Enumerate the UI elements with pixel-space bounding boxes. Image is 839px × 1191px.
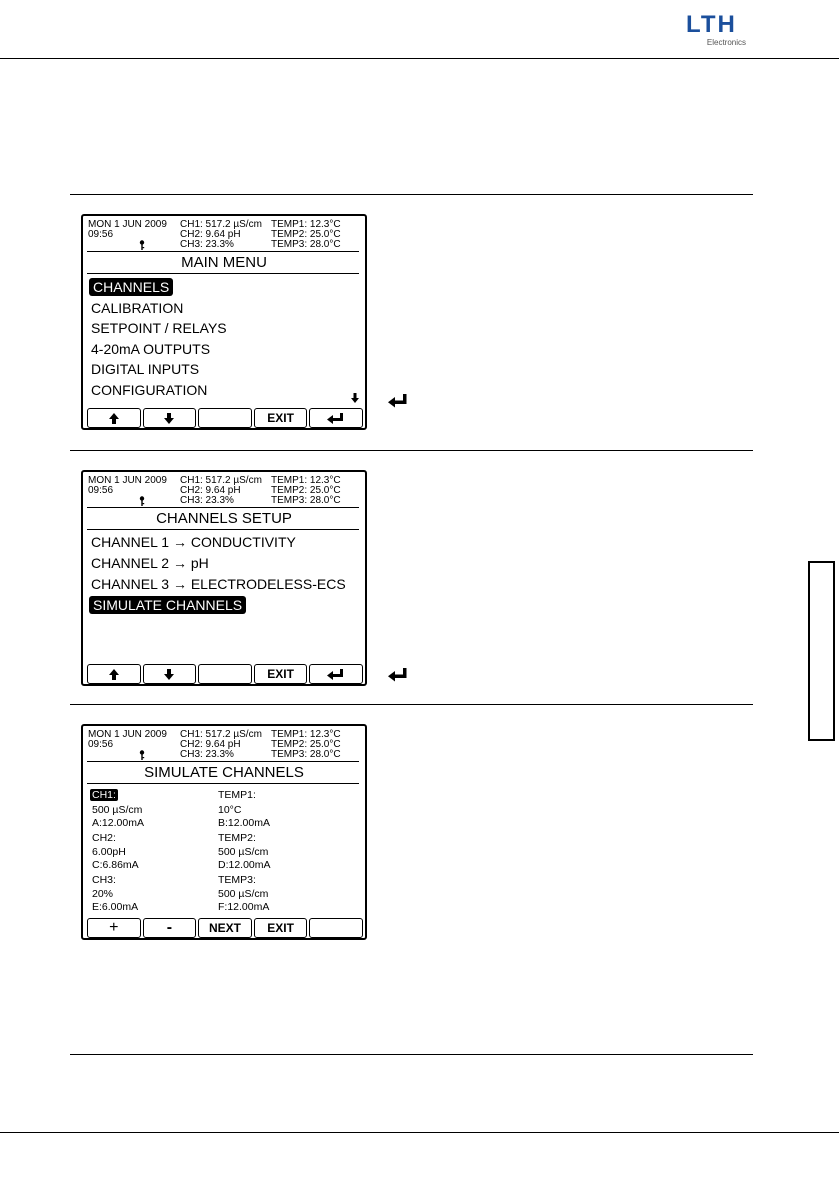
ch3-output: E:6.00mA <box>92 901 139 913</box>
menu-item-digital-inputs[interactable]: DIGITAL INPUTS <box>91 361 200 377</box>
enter-key[interactable] <box>309 664 363 684</box>
channels-setup-screen <box>81 470 367 686</box>
ch3-value: 20% <box>92 888 114 900</box>
menu-item-channel-3[interactable]: CHANNEL 3 → ELECTRODELESS-ECS <box>91 576 346 592</box>
down-arrow-key[interactable] <box>143 664 197 684</box>
down-arrow-key[interactable] <box>143 408 197 428</box>
blank-key[interactable] <box>198 408 252 428</box>
status-temp2: TEMP2: 25.0°C <box>271 739 341 750</box>
up-arrow-key[interactable] <box>87 408 141 428</box>
status-time: 09:56 <box>88 229 114 240</box>
section-rule-bottom <box>70 1054 753 1055</box>
status-ch2: CH2: 9.64 pH <box>180 739 241 750</box>
status-temp3: TEMP3: 28.0°C <box>271 239 341 250</box>
enter-instruction-icon <box>388 668 408 687</box>
status-temp1: TEMP1: 12.3°C <box>271 729 341 740</box>
down-arrow-icon <box>164 413 174 424</box>
screen-title: MAIN MENU <box>181 254 267 271</box>
ch3-label[interactable]: CH3: <box>92 874 116 886</box>
next-key[interactable]: NEXT <box>198 918 252 938</box>
title-rule-bottom <box>87 529 359 530</box>
temp2-output: D:12.00mA <box>218 859 271 871</box>
footer-rule <box>0 1132 839 1133</box>
enter-instruction-icon <box>388 394 408 413</box>
temp2-value: 500 µS/cm <box>218 846 269 858</box>
lth-logo <box>686 11 750 47</box>
simulate-channels-screen <box>81 724 367 940</box>
status-ch3: CH3: 23.3% <box>180 239 234 250</box>
status-date: MON 1 JUN 2009 <box>88 475 167 486</box>
up-arrow-key[interactable] <box>87 664 141 684</box>
status-ch3: CH3: 23.3% <box>180 495 234 506</box>
scroll-down-indicator-icon <box>351 390 359 408</box>
title-rule-bottom <box>87 273 359 274</box>
soft-key-bar <box>87 664 363 684</box>
blank-key[interactable] <box>198 664 252 684</box>
up-arrow-icon <box>109 669 119 680</box>
screen-title: SIMULATE CHANNELS <box>144 764 304 781</box>
status-ch1: CH1: 517.2 µS/cm <box>180 219 262 230</box>
menu-item-setpoint-relays[interactable]: SETPOINT / RELAYS <box>91 320 227 336</box>
section-rule-2 <box>70 704 753 705</box>
temp3-label[interactable]: TEMP3: <box>218 874 256 886</box>
temp1-label[interactable]: TEMP1: <box>218 789 256 801</box>
screen-title: CHANNELS SETUP <box>156 510 292 527</box>
section-rule-1 <box>70 450 753 451</box>
exit-key[interactable]: EXIT <box>254 408 308 428</box>
down-arrow-icon <box>164 669 174 680</box>
status-temp1: TEMP1: 12.3°C <box>271 475 341 486</box>
status-ch1: CH1: 517.2 µS/cm <box>180 729 262 740</box>
menu-item-calibration[interactable]: CALIBRATION <box>91 300 184 316</box>
soft-key-bar <box>87 408 363 428</box>
temp1-value: 10°C <box>218 804 242 816</box>
up-arrow-icon <box>109 413 119 424</box>
soft-key-bar <box>87 918 363 938</box>
enter-icon <box>327 669 345 680</box>
ch1-label[interactable]: CH1: <box>92 789 116 801</box>
ch2-label[interactable]: CH2: <box>92 832 116 844</box>
logo-main-text: LTH <box>686 11 737 38</box>
status-ch3: CH3: 23.3% <box>180 749 234 760</box>
menu-item-channel-1[interactable]: CHANNEL 1 → CONDUCTIVITY <box>91 534 296 550</box>
menu-item-channels[interactable]: CHANNELS <box>89 278 173 296</box>
title-rule-top <box>87 761 359 762</box>
exit-key[interactable]: EXIT <box>254 664 308 684</box>
header-rule <box>0 58 839 59</box>
title-rule-top <box>87 251 359 252</box>
main-menu-screen <box>81 214 367 430</box>
menu-item-simulate-channels[interactable]: SIMULATE CHANNELS <box>89 596 246 614</box>
status-temp1: TEMP1: 12.3°C <box>271 219 341 230</box>
plus-key[interactable]: + <box>87 918 141 938</box>
title-rule-bottom <box>87 783 359 784</box>
ch1-output: A:12.00mA <box>92 817 144 829</box>
ch1-value: 500 µS/cm <box>92 804 143 816</box>
enter-key[interactable] <box>309 408 363 428</box>
side-tab <box>808 561 835 741</box>
status-ch1: CH1: 517.2 µS/cm <box>180 475 262 486</box>
status-date: MON 1 JUN 2009 <box>88 219 167 230</box>
temp2-label[interactable]: TEMP2: <box>218 832 256 844</box>
ch2-value: 6.00pH <box>92 846 126 858</box>
status-ch2: CH2: 9.64 pH <box>180 485 241 496</box>
minus-key[interactable]: - <box>143 918 197 938</box>
menu-item-channel-2[interactable]: CHANNEL 2 → pH <box>91 555 209 571</box>
temp1-output: B:12.00mA <box>218 817 270 829</box>
exit-key[interactable]: EXIT <box>254 918 308 938</box>
title-rule-top <box>87 507 359 508</box>
ch2-output: C:6.86mA <box>92 859 139 871</box>
menu-item-configuration[interactable]: CONFIGURATION <box>91 382 208 398</box>
menu-item-4-20ma-outputs[interactable]: 4-20mA OUTPUTS <box>91 341 211 357</box>
status-temp2: TEMP2: 25.0°C <box>271 485 341 496</box>
status-temp3: TEMP3: 28.0°C <box>271 495 341 506</box>
status-time: 09:56 <box>88 739 114 750</box>
status-temp2: TEMP2: 25.0°C <box>271 229 341 240</box>
temp3-value: 500 µS/cm <box>218 888 269 900</box>
section-rule-top <box>70 194 753 195</box>
logo-sub-text: Electronics <box>706 38 746 47</box>
temp3-output: F:12.00mA <box>218 901 270 913</box>
status-time: 09:56 <box>88 485 114 496</box>
status-temp3: TEMP3: 28.0°C <box>271 749 341 760</box>
status-ch2: CH2: 9.64 pH <box>180 229 241 240</box>
status-date: MON 1 JUN 2009 <box>88 729 167 740</box>
blank-key[interactable] <box>309 918 363 938</box>
enter-icon <box>327 413 345 424</box>
